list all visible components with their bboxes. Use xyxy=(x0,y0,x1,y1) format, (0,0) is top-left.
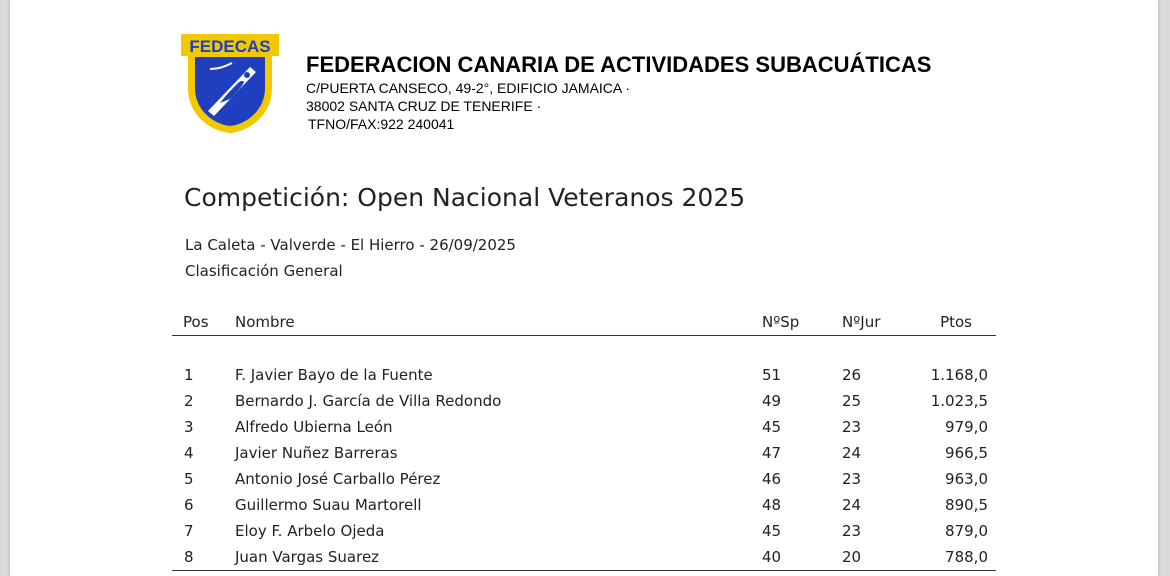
row-name: Guillermo Suau Martorell xyxy=(235,496,422,514)
row-name: Antonio José Carballo Pérez xyxy=(235,470,441,488)
row-name: Javier Nuñez Barreras xyxy=(235,444,398,462)
row-pos: 1 xyxy=(184,366,194,384)
row-ptos: 890,5 xyxy=(945,496,988,514)
row-pos: 5 xyxy=(184,470,194,488)
fedecas-logo-icon xyxy=(180,33,280,135)
competition-title: Competición: Open Nacional Veteranos 2025 xyxy=(184,183,746,212)
header-pos: Pos xyxy=(183,313,209,331)
row-nsp: 45 xyxy=(762,418,782,436)
row-pos: 8 xyxy=(184,548,194,566)
row-nsp: 51 xyxy=(762,366,782,384)
row-pos: 2 xyxy=(184,392,194,410)
organization-name: FEDERACION CANARIA DE ACTIVIDADES SUBACUÁTICAS xyxy=(306,52,932,77)
row-nsp: 48 xyxy=(762,496,782,514)
row-nsp: 49 xyxy=(762,392,782,410)
header-njur: NºJur xyxy=(842,313,881,331)
table-row xyxy=(172,496,996,518)
row-pos: 3 xyxy=(184,418,194,436)
row-name: Bernardo J. García de Villa Redondo xyxy=(235,392,502,410)
row-nsp: 46 xyxy=(762,470,782,488)
address-line-2: 38002 SANTA CRUZ DE TENERIFE · xyxy=(306,98,542,114)
row-nsp: 45 xyxy=(762,522,782,540)
row-nsp: 40 xyxy=(762,548,782,566)
row-njur: 20 xyxy=(842,548,862,566)
classification-label: Clasificación General xyxy=(185,262,343,280)
row-ptos: 788,0 xyxy=(945,548,988,566)
row-njur: 23 xyxy=(842,522,862,540)
table-row xyxy=(172,418,996,440)
row-ptos: 979,0 xyxy=(945,418,988,436)
header-ptos: Ptos xyxy=(940,313,972,331)
row-njur: 24 xyxy=(842,444,862,462)
table-header xyxy=(172,313,996,335)
row-name: Alfredo Ubierna León xyxy=(235,418,393,436)
row-pos: 6 xyxy=(184,496,194,514)
row-njur: 24 xyxy=(842,496,862,514)
table-row xyxy=(172,392,996,414)
address-line-1: C/PUERTA CANSECO, 49-2°, EDIFICIO JAMAICA · xyxy=(306,80,631,96)
row-ptos: 963,0 xyxy=(945,470,988,488)
row-name: Juan Vargas Suarez xyxy=(235,548,380,566)
row-nsp: 47 xyxy=(762,444,782,462)
document-page xyxy=(10,0,1158,576)
competition-location-date: La Caleta - Valverde - El Hierro - 26/09/2025 xyxy=(185,236,516,254)
header-name: Nombre xyxy=(235,313,295,331)
row-njur: 25 xyxy=(842,392,862,410)
header-rule xyxy=(172,335,996,336)
logo-text: FEDECAS xyxy=(189,37,271,56)
row-name: F. Javier Bayo de la Fuente xyxy=(235,366,433,384)
row-ptos: 1.168,0 xyxy=(930,366,988,384)
row-njur: 26 xyxy=(842,366,862,384)
row-name: Eloy F. Arbelo Ojeda xyxy=(235,522,385,540)
row-ptos: 966,5 xyxy=(945,444,988,462)
row-ptos: 879,0 xyxy=(945,522,988,540)
table-row xyxy=(172,470,996,492)
table-row xyxy=(172,522,996,544)
row-pos: 7 xyxy=(184,522,194,540)
row-njur: 23 xyxy=(842,470,862,488)
table-row xyxy=(172,548,996,570)
row-ptos: 1.023,5 xyxy=(930,392,988,410)
row-pos: 4 xyxy=(184,444,194,462)
header-nsp: NºSp xyxy=(762,313,800,331)
table-row xyxy=(172,366,996,388)
row-njur: 23 xyxy=(842,418,862,436)
table-row xyxy=(172,444,996,466)
phone-fax: TFNO/FAX:922 240041 xyxy=(308,116,455,132)
footer-rule xyxy=(172,570,996,571)
